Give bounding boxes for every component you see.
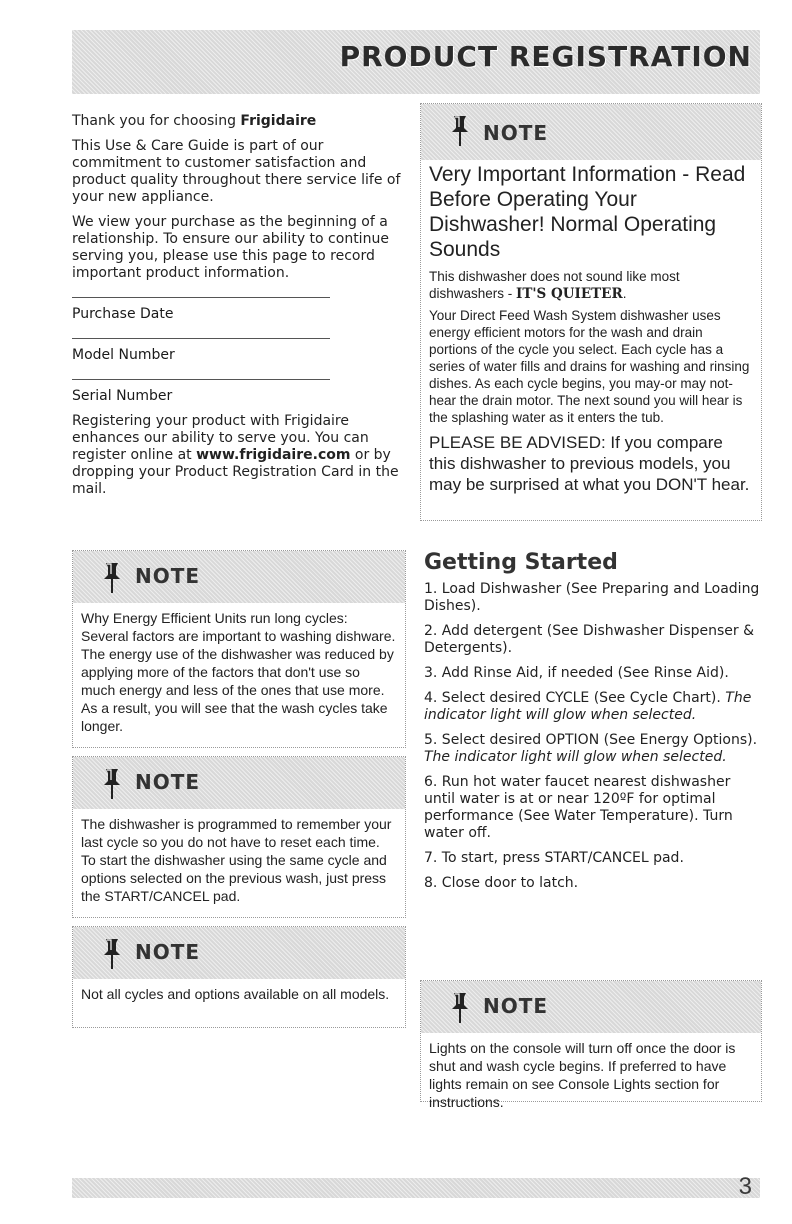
list-item: 5. Select desired OPTION (See Energy Options). The indicator light will glow when selected. — [424, 732, 758, 765]
list-item: 6. Run hot water faucet nearest dishwasher until water is at or near 120ºF for optimal performance (See Water Temperature). Turn water off. — [424, 774, 733, 841]
registration-section — [72, 113, 406, 506]
note-header — [421, 104, 761, 160]
note-label: NOTE — [483, 994, 549, 1018]
cycles-note-text: Not all cycles and options available on all models. — [81, 986, 390, 1002]
purchase-date-label: Purchase Date — [72, 306, 174, 322]
page-number: 3 — [738, 1173, 752, 1200]
note-cycles — [72, 926, 406, 1028]
register-paragraph: Registering your product with Frigidaire enhances our ability to serve you. You can register online at www.frigidaire.com or by dropping your Product Registration Card in the mail. — [72, 413, 399, 497]
pushpin-icon — [101, 767, 123, 801]
purpose-paragraph: We view your purchase as the beginning of a relationship. To ensure our ability to continue serving you, please use this page to record important product information. — [72, 214, 389, 281]
advised-paragraph: PLEASE BE ADVISED: If you compare this dishwasher to previous models, you may be surprised at what you DON'T hear. — [429, 433, 750, 494]
footer-banner — [72, 1173, 760, 1200]
note-header — [73, 927, 405, 979]
energy-note-text: Why Energy Efficient Units run long cycles: Several factors are important to washing dishware. The energy use of the dishwasher was reduced by applying more of the factors that don't use so much energy and less of the ones that use more. As a result, you will see that the wash cycles take longer. — [81, 610, 396, 734]
brand-name: Frigidaire — [240, 113, 317, 129]
sounds-paragraph: Your Direct Feed Wash System dishwasher uses energy efficient motors for the wash and drain portions of the cycle you select. Each cycle has a series of water fills and drains for washing and rinsing dishes. As each cycle begins, you may-or may not- hear the drain motor. The next sound you will hear is the splashing water as it enters the tub. — [429, 308, 750, 425]
note-memory — [72, 756, 406, 918]
list-item: 3. Add Rinse Aid, if needed (See Rinse Aid). — [424, 665, 729, 681]
list-item: 4. Select desired CYCLE (See Cycle Chart). The indicator light will glow when selected. — [424, 690, 752, 723]
pushpin-icon — [101, 561, 123, 595]
note-header — [73, 551, 405, 603]
note-label: NOTE — [135, 564, 201, 588]
purchase-date-line[interactable] — [72, 297, 330, 298]
list-item: 7. To start, press START/CANCEL pad. — [424, 850, 684, 866]
note-lights — [420, 980, 762, 1110]
memory-note-text: The dishwasher is programmed to remember your last cycle so you do not have to reset each time. To start the dishwasher using the same cycle and options selected on the previous wash, just press the START/CANCEL pad. — [81, 816, 392, 904]
pushpin-icon — [101, 937, 123, 971]
important-headline: Very Important Information - Read Before Operating Your Dishwasher! Normal Operating Sounds — [429, 163, 746, 261]
pushpin-icon — [449, 991, 471, 1025]
note-important-info — [420, 103, 762, 521]
pushpin-icon — [449, 114, 471, 148]
serial-number-label: Serial Number — [72, 388, 173, 404]
model-number-label: Model Number — [72, 347, 175, 363]
page-title: PRODUCT REGISTRATION — [339, 40, 752, 73]
note-header — [73, 757, 405, 809]
quieter-line: This dishwasher does not sound like most dishwashers - IT'S QUIETER. — [429, 269, 680, 302]
list-item: 8. Close door to latch. — [424, 875, 579, 891]
note-label: NOTE — [135, 940, 201, 964]
getting-started-heading: Getting Started — [424, 550, 618, 575]
list-item: 2. Add detergent (See Dishwasher Dispenser & Detergents). — [424, 623, 755, 656]
serial-number-line[interactable] — [72, 379, 330, 380]
header-banner — [72, 30, 760, 94]
model-number-line[interactable] — [72, 338, 330, 339]
lights-note-text: Lights on the console will turn off once the door is shut and wash cycle begins. If preferred to have lights remain on see Console Lights section for instructions. — [429, 1040, 736, 1110]
steps-list — [424, 581, 762, 892]
intro-paragraph: This Use & Care Guide is part of our commitment to customer satisfaction and product quality throughout there service life of your new appliance. — [72, 138, 401, 205]
note-label: NOTE — [135, 770, 201, 794]
note-header — [421, 981, 761, 1033]
note-label: NOTE — [483, 121, 549, 145]
thanks-line: Thank you for choosing Frigidaire — [72, 113, 317, 129]
register-link[interactable]: www.frigidaire.com — [196, 447, 351, 463]
getting-started-section — [424, 550, 762, 900]
note-energy — [72, 550, 406, 748]
list-item: 1. Load Dishwasher (See Preparing and Loading Dishes). — [424, 581, 760, 614]
